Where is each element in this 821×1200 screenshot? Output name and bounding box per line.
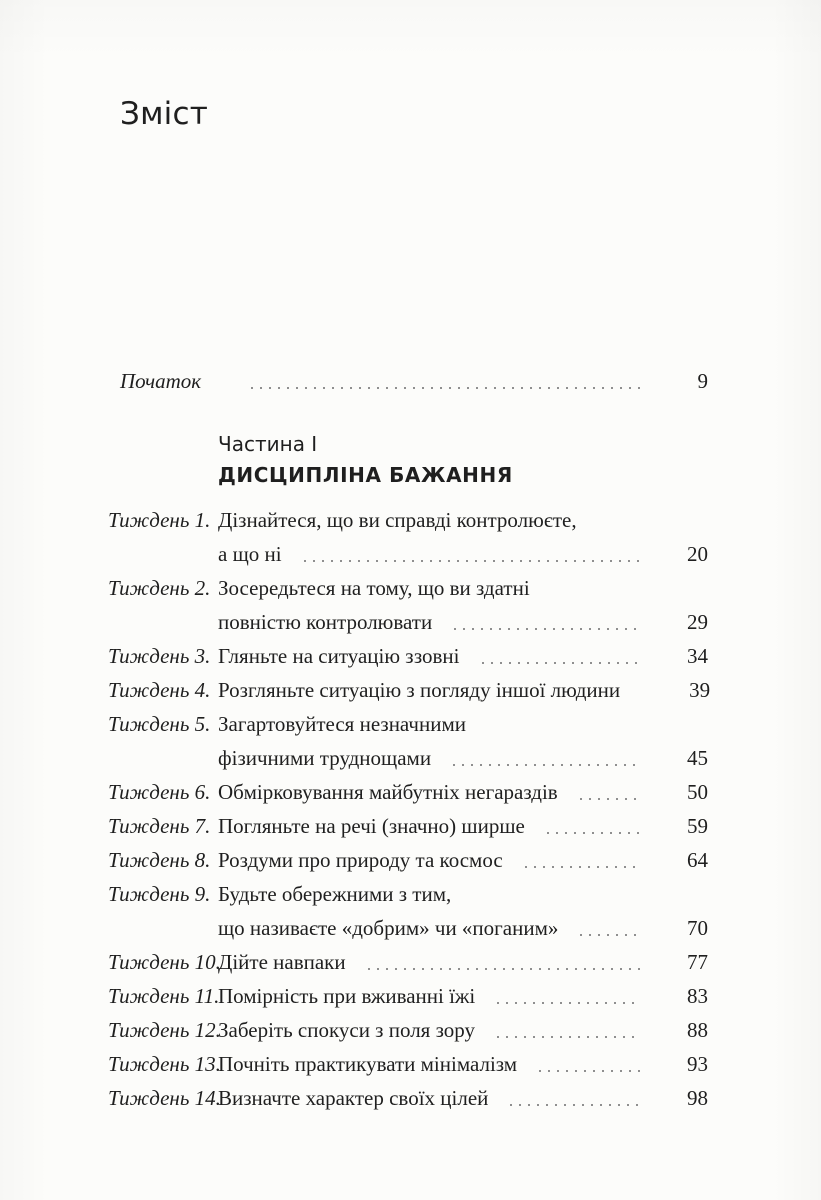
toc-entry	[108, 571, 708, 639]
part-kicker: Частина I	[218, 432, 318, 456]
page-number: 34	[687, 644, 708, 668]
toc-entry-line	[218, 809, 708, 843]
toc-entry-line	[218, 707, 708, 741]
toc-intro-row	[120, 364, 708, 398]
dotted-leader	[510, 1104, 640, 1106]
page-number: 29	[687, 610, 708, 634]
toc-entry	[108, 673, 711, 707]
dotted-leader	[304, 560, 640, 562]
dotted-leader	[525, 866, 640, 868]
toc-entry-week-label: Тиждень 2.	[108, 576, 211, 600]
page-number: 20	[687, 542, 708, 566]
toc-entry-line	[218, 1047, 708, 1081]
toc-entry-lines	[218, 503, 708, 571]
toc-entry-week-label: Тиждень 3.	[108, 644, 211, 668]
toc-entry-line	[218, 911, 708, 945]
toc-entry-line	[218, 741, 708, 775]
toc-entry-line-text: Визначте характер своїх цілей	[218, 1086, 489, 1110]
toc-entry-line	[218, 775, 708, 809]
toc-entry-lines	[218, 1013, 708, 1047]
toc-entry-lines	[218, 707, 708, 775]
dotted-leader	[454, 628, 640, 630]
toc-entry-lines	[218, 843, 708, 877]
toc-entry	[108, 503, 708, 571]
toc-entry	[108, 639, 708, 673]
toc-entries	[108, 503, 711, 1115]
toc-entry-line-text: Дійте навпаки	[218, 950, 346, 974]
toc-entry-lines	[218, 979, 708, 1013]
dotted-leader	[482, 662, 641, 664]
toc-entry-line	[218, 571, 708, 605]
intro-label: Початок	[120, 369, 202, 393]
toc-entry-line-text: Розгляньте ситуацію з погляду іншої людини	[218, 678, 621, 702]
page-number: 77	[687, 950, 708, 974]
toc-entry	[108, 843, 708, 877]
dotted-leader	[251, 387, 640, 389]
toc-entry-lines	[218, 775, 708, 809]
toc-entry	[108, 979, 708, 1013]
dotted-leader	[497, 1036, 640, 1038]
part-title: ДИСЦИПЛІНА БАЖАННЯ	[218, 463, 513, 487]
toc-entry-line-text: Будьте обережними з тим,	[218, 882, 452, 906]
toc-entry-line-text: Дізнайтеся, що ви справді контролюєте,	[218, 508, 577, 532]
toc-entry-line	[218, 843, 708, 877]
toc-entry-line-text: Гляньте на ситуацію ззовні	[218, 644, 460, 668]
dotted-leader	[547, 832, 640, 834]
page-number: 88	[687, 1018, 708, 1042]
dotted-leader	[539, 1070, 640, 1072]
toc-entry-week-label: Тиждень 10.	[108, 950, 221, 974]
toc-entry-lines	[218, 945, 708, 979]
toc-entry-week-label: Тиждень 8.	[108, 848, 211, 872]
toc-entry-line-text: що називаєте «добрим» чи «поганим»	[218, 916, 559, 940]
page-number: 70	[687, 916, 708, 940]
toc-entry-week-label: Тиждень 11.	[108, 984, 220, 1008]
toc-entry-week-label: Тиждень 14.	[108, 1086, 221, 1110]
toc-entry-week-label: Тиждень 5.	[108, 712, 211, 736]
toc-entry-week-label: Тиждень 1.	[108, 508, 211, 532]
toc-entry	[108, 945, 708, 979]
toc-entry-line-text: Загартовуйтеся незначними	[218, 712, 466, 736]
toc-entry-lines	[218, 673, 711, 707]
toc-entry-line	[218, 503, 708, 537]
toc-entry-lines	[218, 877, 708, 945]
dotted-leader	[368, 968, 640, 970]
toc-entry-line-text: Почніть практикувати мінімалізм	[218, 1052, 518, 1076]
toc-entry	[108, 707, 708, 775]
toc-entry-line	[218, 979, 708, 1013]
toc-entry-line-text: Обмірковування майбутніх негараздів	[218, 780, 558, 804]
toc-entry-week-label: Тиждень 4.	[108, 678, 211, 702]
toc-entry-line-text: фізичними труднощами	[218, 746, 432, 770]
toc-entry-line	[218, 1013, 708, 1047]
toc-entry-lines	[218, 571, 708, 639]
toc-entry-week-label: Тиждень 13.	[108, 1052, 221, 1076]
toc-entry-lines	[218, 809, 708, 843]
toc-entry	[108, 1013, 708, 1047]
page-number: 9	[697, 369, 708, 393]
toc-entry-line	[218, 673, 711, 707]
toc-entry-week-label: Тиждень 12.	[108, 1018, 221, 1042]
page-number: 83	[687, 984, 708, 1008]
toc-entry-line	[218, 537, 708, 571]
toc-entry	[108, 1047, 708, 1081]
dotted-leader	[497, 1002, 640, 1004]
toc-entry	[108, 877, 708, 945]
toc-entry-line	[218, 639, 708, 673]
page-number: 59	[687, 814, 708, 838]
toc-entry-line-text: Зосередьтеся на тому, що ви здатні	[218, 576, 530, 600]
toc-entry-lines	[218, 1081, 708, 1115]
page-number: 93	[687, 1052, 708, 1076]
toc-entry-line-text: повністю контролювати	[218, 610, 433, 634]
toc-entry-week-label: Тиждень 9.	[108, 882, 211, 906]
toc-entry-line	[218, 945, 708, 979]
dotted-leader	[453, 764, 640, 766]
toc-entry-week-label: Тиждень 7.	[108, 814, 211, 838]
page-number: 98	[687, 1086, 708, 1110]
page-number: 45	[687, 746, 708, 770]
toc-entry-lines	[218, 1047, 708, 1081]
page-number: 64	[687, 848, 708, 872]
toc-entry-line-text: Заберіть спокуси з поля зору	[218, 1018, 475, 1042]
dotted-leader	[580, 934, 640, 936]
page-number: 39	[689, 678, 711, 702]
toc-entry-line	[218, 605, 708, 639]
part-heading	[218, 431, 513, 488]
toc-entry-line	[218, 1081, 708, 1115]
toc-entry	[108, 775, 708, 809]
toc-entry-line-text: Погляньте на речі (значно) ширше	[218, 814, 525, 838]
toc-entry-line-text: Роздуми про природу та космос	[218, 848, 503, 872]
page-number: 50	[687, 780, 708, 804]
toc-entry-line-text: Помірність при вживанні їжі	[218, 984, 476, 1008]
toc-entry-week-label: Тиждень 6.	[108, 780, 211, 804]
dotted-leader	[580, 798, 640, 800]
toc-entry-lines	[218, 639, 708, 673]
toc-entry-line-text: а що ні	[218, 542, 282, 566]
toc-entry	[108, 809, 708, 843]
toc-entry-line	[218, 877, 708, 911]
toc-entry	[108, 1081, 708, 1115]
contents-title: Зміст	[120, 96, 208, 132]
